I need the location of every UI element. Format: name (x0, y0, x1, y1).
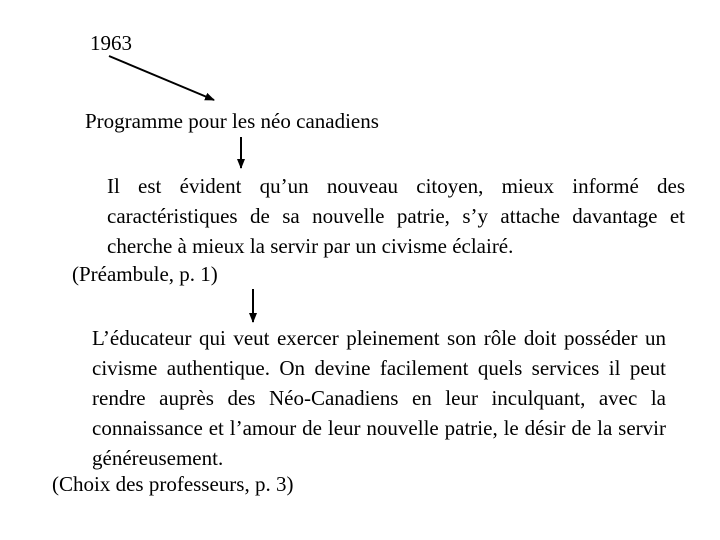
year-label: 1963 (90, 31, 132, 55)
quote-preambule: Il est évident qu’un nouveau citoyen, mieux informé des caractéristiques de sa nouvelle patrie, s’y attache davantage et cherche à mieux la servir par un civisme éclairé. (107, 174, 685, 258)
arrow-year-to-program (109, 56, 214, 100)
quote-source-preambule: (Préambule, p. 1) (72, 262, 218, 286)
program-title: Programme pour les néo canadiens (85, 109, 379, 133)
quote-source-choix-professeurs: (Choix des professeurs, p. 3) (52, 472, 294, 496)
quote-choix-professeurs: L’éducateur qui veut exercer pleinement son rôle doit posséder un civisme authentique. On devine facilement quels services il peut rendre auprès des Néo-Canadiens en leur inculquant, avec la connaissance et l’amour de leur nouvelle patrie, le désir de la servir généreusement. (92, 326, 666, 470)
